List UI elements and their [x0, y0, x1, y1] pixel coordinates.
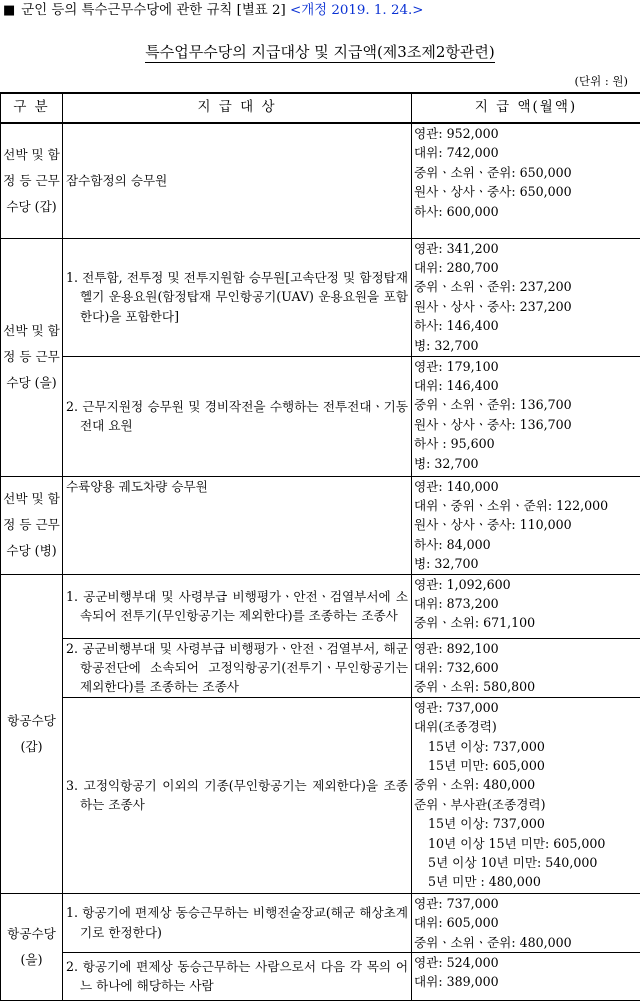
amount-line: 5년 미만 : 480,000 — [414, 872, 640, 891]
category-cell: 선박 및 함정 등 근무수당 (병) — [1, 476, 63, 574]
table-row — [1, 893, 640, 952]
amount-line: 원사ㆍ상사ㆍ중사: 136,700 — [414, 415, 640, 434]
target-cell — [63, 574, 412, 638]
amount-line: 영관: 1,092,600 — [414, 575, 640, 594]
amount-cell — [412, 638, 640, 697]
target-cell — [63, 356, 412, 476]
amount-line: 하사: 146,400 — [414, 316, 640, 335]
amount-line: 대위: 605,000 — [414, 913, 640, 932]
table-row — [1, 238, 640, 356]
allowance-table — [0, 92, 640, 1001]
target-cell — [63, 952, 412, 1000]
amount-cell — [412, 476, 640, 574]
table-row — [1, 952, 640, 1000]
column-header-amount: 지 급 액(월액) — [412, 93, 640, 123]
amount-line: 중위ㆍ소위ㆍ준위: 480,000 — [414, 933, 640, 952]
table-row — [1, 356, 640, 476]
amount-line: 중위ㆍ소위: 480,000 — [414, 775, 640, 794]
amount-cell — [412, 697, 640, 893]
target-text: 2. 항공기에 편제상 동승근무하는 사람으로서 다음 각 목의 어느 하나에 해당하는 사람 — [66, 957, 408, 996]
target-cell — [63, 697, 412, 893]
amount-line: 병: 32,700 — [414, 336, 640, 355]
amount-line: 대위ㆍ중위ㆍ소위ㆍ준위: 122,000 — [414, 496, 640, 515]
column-header-category: 구 분 — [1, 93, 63, 123]
amount-line: 대위: 873,200 — [414, 594, 640, 613]
amount-cell — [412, 238, 640, 356]
amount-line: 5년 이상 10년 미만: 540,000 — [414, 853, 640, 872]
target-cell — [63, 238, 412, 356]
amount-line: 대위: 742,000 — [414, 143, 640, 162]
amount-line: 영관: 952,000 — [414, 124, 640, 143]
amount-cell — [412, 893, 640, 952]
regulation-title: 군인 등의 특수근무수당에 관한 규칙 [별표 2] — [21, 3, 285, 18]
amount-line: 원사ㆍ상사ㆍ중사: 237,200 — [414, 297, 640, 316]
amount-line: 병: 32,700 — [414, 454, 640, 473]
amount-line: 15년 이상: 737,000 — [414, 737, 640, 756]
amount-line: 영관: 737,000 — [414, 894, 640, 913]
target-cell — [63, 476, 412, 574]
amount-line: 대위: 280,700 — [414, 258, 640, 277]
amount-line: 대위(조종경력) — [414, 717, 640, 736]
amount-line: 영관: 140,000 — [414, 477, 640, 496]
amount-line: 영관: 179,100 — [414, 357, 640, 376]
amount-line: 원사ㆍ상사ㆍ중사: 110,000 — [414, 515, 640, 534]
amount-line: 중위ㆍ소위ㆍ준위: 136,700 — [414, 395, 640, 414]
amount-line: 하사 : 95,600 — [414, 434, 640, 453]
target-text: 2. 근무지원정 승무원 및 경비작전을 수행하는 전투전대ㆍ기동전대 요원 — [66, 397, 408, 436]
amount-line: 대위: 146,400 — [414, 376, 640, 395]
amount-line: 대위: 732,600 — [414, 658, 640, 677]
amount-cell — [412, 123, 640, 238]
table-row — [1, 574, 640, 638]
amount-line: 영관: 892,100 — [414, 639, 640, 658]
table-row — [1, 123, 640, 238]
target-text: 수륙양용 궤도차량 승무원 — [66, 479, 208, 494]
target-text: 3. 고정익항공기 이외의 기종(무인항공기는 제외한다)을 조종하는 조종사 — [66, 776, 408, 815]
target-text: 1. 공군비행부대 및 사령부급 비행평가ㆍ안전ㆍ검열부서에 소속되어 전투기(무인항공기는 제외한다)를 조종하는 조종사 — [66, 587, 408, 626]
amount-cell — [412, 952, 640, 1000]
amount-line: 영관: 737,000 — [414, 698, 640, 717]
amendment-date-link[interactable]: <개정 2019. 1. 24.> — [290, 3, 424, 18]
amount-line: 영관: 341,200 — [414, 239, 640, 258]
amount-line: 중위ㆍ소위: 671,100 — [414, 613, 640, 632]
amount-line: 하사: 84,000 — [414, 535, 640, 554]
amount-line: 중위ㆍ소위: 580,800 — [414, 677, 640, 696]
amount-line: 병: 32,700 — [414, 554, 640, 573]
amount-line: 15년 이상: 737,000 — [414, 814, 640, 833]
amount-line: 중위ㆍ소위ㆍ준위: 237,200 — [414, 277, 640, 296]
unit-label: (단위 : 원) — [575, 74, 629, 88]
category-cell: 선박 및 함정 등 근무수당 (을) — [1, 238, 63, 476]
column-header-target: 지 급 대 상 — [63, 93, 412, 123]
amount-cell — [412, 574, 640, 638]
document-header — [3, 2, 639, 20]
target-text: 1. 항공기에 편제상 동승근무하는 비행전술장교(해군 해상초계기로 한정한다) — [66, 903, 408, 942]
page-title: 특수업무수당의 지급대상 및 지급액(제3조제2항관련) — [0, 42, 640, 62]
category-cell: 항공수당 (갑) — [1, 574, 63, 893]
target-cell — [63, 893, 412, 952]
amount-line: 준위ㆍ부사관(조종경력) — [414, 795, 640, 814]
target-text: 1. 전투함, 전투정 및 전투지원함 승무원[고속단정 및 함정탑재헬기 운용요원(함정탑재 무인항공기(UAV) 운용요원을 포함한다)을 포함한다] — [66, 268, 408, 326]
amount-line: 15년 미만: 605,000 — [414, 756, 640, 775]
target-cell — [63, 123, 412, 238]
amount-line: 영관: 524,000 — [414, 953, 640, 972]
table-row — [1, 638, 640, 697]
target-cell — [63, 638, 412, 697]
table-row — [1, 476, 640, 574]
amount-line: 하사: 600,000 — [414, 202, 640, 221]
category-cell: 선박 및 함정 등 근무수당 (갑) — [1, 123, 63, 238]
amount-cell — [412, 356, 640, 476]
table-header-row — [1, 93, 640, 123]
table-row — [1, 697, 640, 893]
category-cell: 항공수당 (을) — [1, 893, 63, 1000]
target-text: 2. 공군비행부대 및 사령부급 비행평가ㆍ안전ㆍ검열부서, 해군 항공전단에 소속되어 고정익항공기(전투기ㆍ무인항공기는 제외한다)를 조종하는 조종사 — [66, 639, 408, 697]
amount-line: 원사ㆍ상사ㆍ중사: 650,000 — [414, 182, 640, 201]
amount-line: 중위ㆍ소위ㆍ준위: 650,000 — [414, 163, 640, 182]
target-text: 잠수함정의 승무원 — [66, 173, 167, 188]
amount-line: 10년 이상 15년 미만: 605,000 — [414, 834, 640, 853]
square-bullet-icon: ■ — [3, 3, 15, 18]
amount-line: 대위: 389,000 — [414, 972, 640, 991]
